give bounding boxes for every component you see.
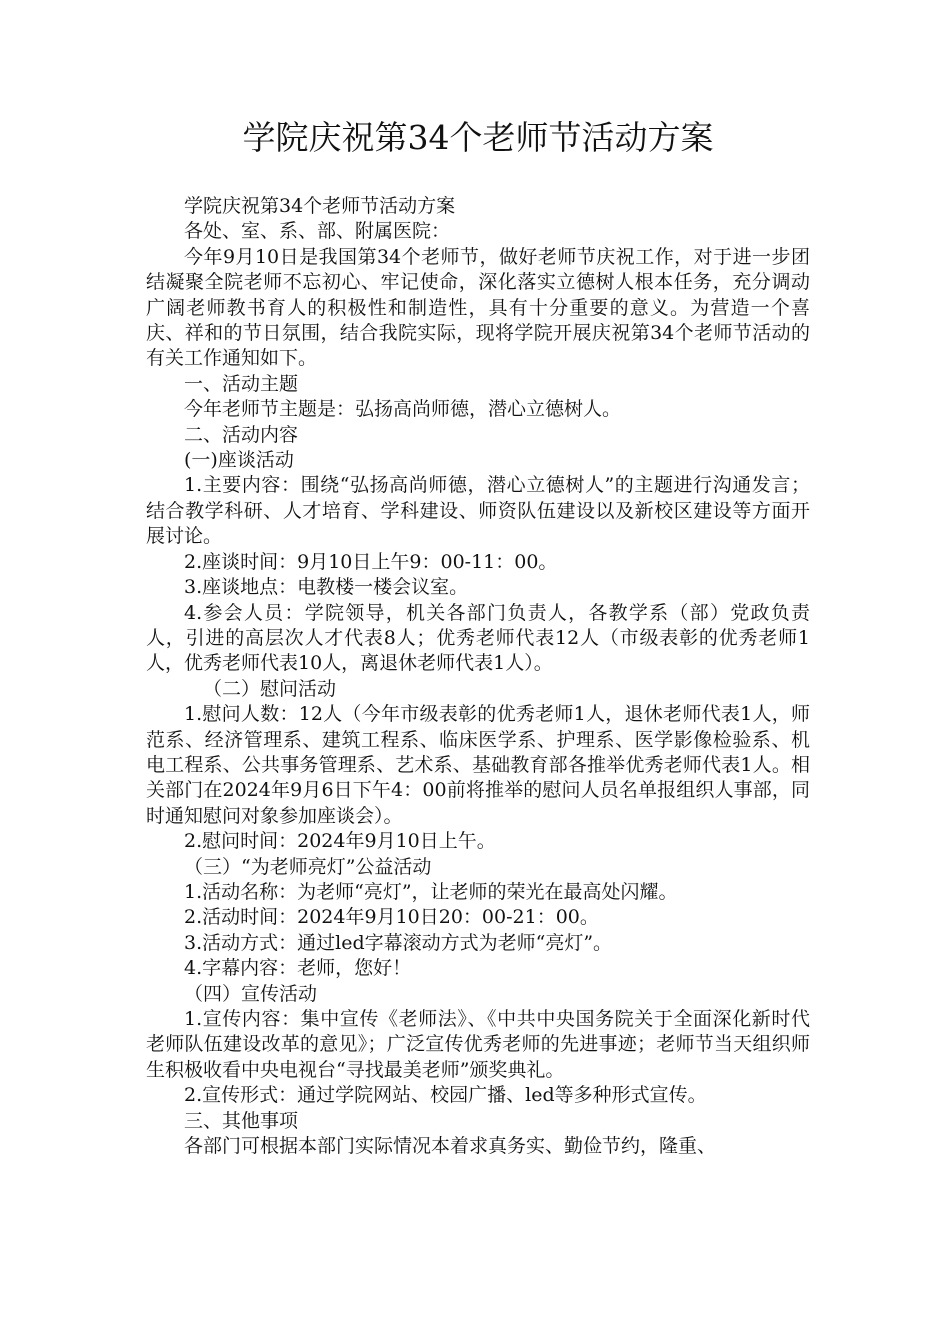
body-paragraph: 3.座谈地点：电教楼一楼会议室。	[184, 576, 469, 599]
section-heading: 一、活动主题	[184, 372, 299, 395]
body-paragraph: 各处、室、系、部、附属医院：	[184, 220, 451, 243]
body-paragraph: 4.参会人员：学院领导，机关各部门负责人，各教学系（部）党政负责人，引进的高层次人才代表8人；优秀老师代表12人（市级表彰的优秀老师1人，优秀老师代表10人，离退休老师代表1人）。	[146, 601, 810, 675]
body-paragraph: 今年9月10日是我国第34个老师节，做好老师节庆祝工作，对于进一步团结凝聚全院老师不忘初心、牢记使命，深化落实立德树人根本任务，充分调动广阔老师教书育人的积极性和制造性，具有十分重要的意义。为营造一个喜庆、祥和的节日氛围，结合我院实际，现将学院开展庆祝第34个老师节活动的有关工作通知如下。	[146, 245, 810, 370]
body-paragraph: 1.活动名称：为老师“亮灯”，让老师的荣光在最高处闪耀。	[184, 880, 678, 903]
section-heading: 二、活动内容	[184, 423, 299, 446]
body-paragraph: 2.活动时间：2024年9月10日20：00-21：00。	[184, 906, 599, 929]
subsection-heading: （二）慰问活动	[203, 677, 337, 700]
body-paragraph: 1.主要内容：围绕“弘扬高尚师德，潜心立德树人”的主题进行沟通发言；结合教学科研、人才培育、学科建设、师资队伍建设以及新校区建设等方面开展讨论。	[146, 474, 810, 548]
body-paragraph: 今年老师节主题是：弘扬高尚师德，潜心立德树人。	[184, 398, 622, 421]
subsection-heading: （三）“为老师亮灯”公益活动	[184, 855, 432, 878]
document-page	[146, 118, 810, 1159]
body-paragraph: 3.活动方式：通过led字幕滚动方式为老师“亮灯”。	[184, 931, 613, 954]
body-paragraph: 2.宣传形式：通过学院网站、校园广播、led等多种形式宣传。	[184, 1084, 707, 1107]
body-paragraph: 1.宣传内容：集中宣传《老师法》、《中共中央国务院关于全面深化新时代老师队伍建设改革的意见》；广泛宣传优秀老师的先进事迹；老师节当天组织师生积极收看中央电视台“寻找最美老师”颁奖典礼。	[146, 1008, 810, 1081]
body-paragraph: 2.座谈时间：9月10日上午9：00-11：00。	[184, 550, 558, 573]
section-heading: 三、其他事项	[184, 1109, 299, 1132]
body-paragraph: 学院庆祝第34个老师节活动方案	[184, 195, 456, 217]
body-paragraph: 各部门可根据本部门实际情况本着求真务实、勤俭节约，隆重、	[184, 1135, 717, 1158]
document-body	[146, 194, 810, 1159]
subsection-heading: （四）宣传活动	[184, 982, 318, 1005]
body-paragraph: 2.慰问时间：2024年9月10日上午。	[184, 830, 496, 853]
subsection-heading: (一)座谈活动	[184, 449, 294, 472]
document-title: 学院庆祝第34个老师节活动方案	[242, 118, 714, 157]
body-paragraph: 4.字幕内容：老师，您好！	[184, 957, 412, 980]
body-paragraph: 1.慰问人数：12人（今年市级表彰的优秀老师1人，退休老师代表1人，师范系、经济管理系、建筑工程系、临床医学系、护理系、医学影像检验系、机电工程系、公共事务管理系、艺术系、基础教育部各推举优秀老师代表1人。相关部门在2024年9月6日下午4：00前将推举的慰问人员名单报组织人事部，同时通知慰问对象参加座谈会）。	[146, 703, 810, 827]
